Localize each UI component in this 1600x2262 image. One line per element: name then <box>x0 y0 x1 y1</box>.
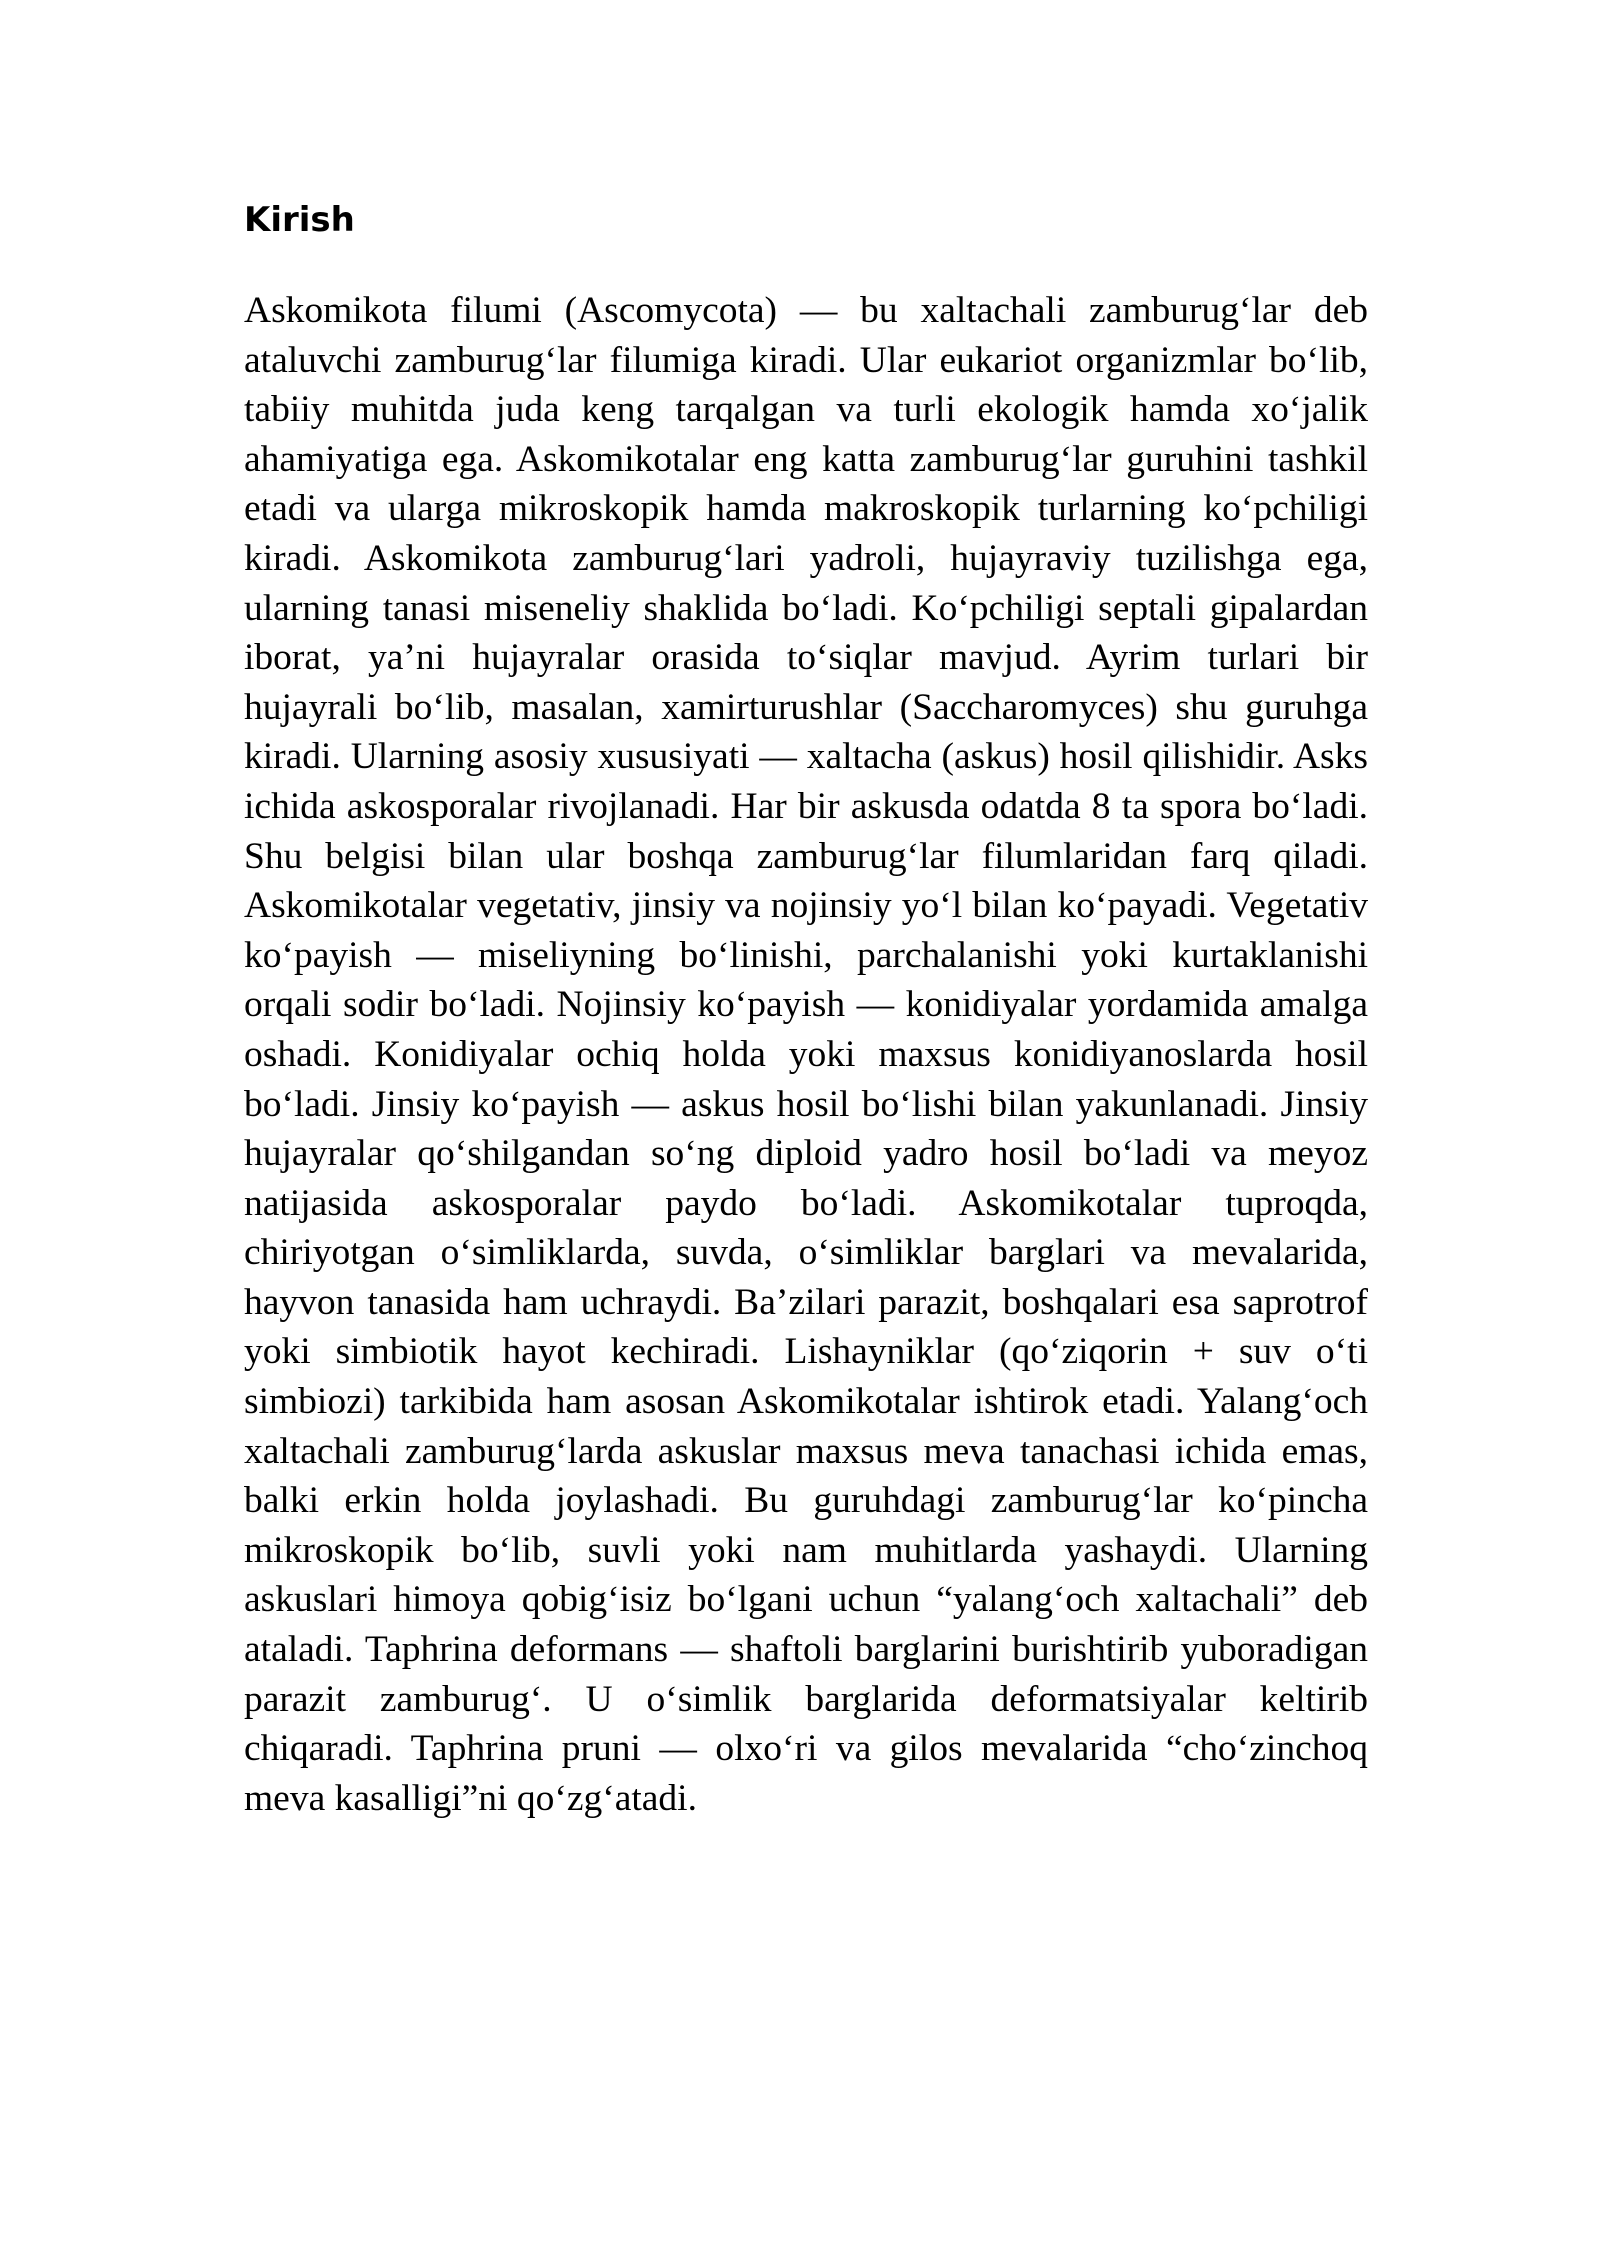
body-paragraph: Askomikota filumi (Ascomycota) — bu xaltachali zamburug‘lar deb ataluvchi zamburug‘lar filumiga kiradi. Ular eukariot organizmlar bo‘lib, tabiiy muhitda juda keng tarqalgan va turli ekologik hamda xo‘jalik ahamiyatiga ega. Askomikotalar eng katta zamburug‘lar guruhini tashkil etadi va ularga mikroskopik hamda makroskopik turlarning ko‘pchiligi kiradi. Askomikota zamburug‘lari yadroli, hujayraviy tuzilishga ega, ularning tanasi miseneliy shaklida bo‘ladi. Ko‘pchiligi septali gipalardan iborat, ya’ni hujayralar orasida to‘siqlar mavjud. Ayrim turlari bir hujayrali bo‘lib, masalan, xamirturushlar (Saccharomyces) shu guruhga kiradi. Ularning asosiy xususiyati — xaltacha (askus) hosil qilishidir. Asks ichida askosporalar rivojlanadi. Har bir askusda odatda 8 ta spora bo‘ladi. Shu belgisi bilan ular boshqa zamburug‘lar filumlaridan farq qiladi. Askomikotalar vegetativ, jinsiy va nojinsiy yo‘l bilan ko‘payadi. Vegetativ ko‘payish — miseliyning bo‘linishi, parchalanishi yoki kurtaklanishi orqali sodir bo‘ladi. Nojinsiy ko‘payish — konidiyalar yordamida amalga oshadi. Konidiyalar ochiq holda yoki maxsus konidiyanoslarda hosil bo‘ladi. Jinsiy ko‘payish — askus hosil bo‘lishi bilan yakunlanadi. Jinsiy hujayralar qo‘shilgandan so‘ng diploid yadro hosil bo‘ladi va meyoz natijasida askosporalar paydo bo‘ladi. Askomikotalar tuproqda, chiriyotgan o‘simliklarda, suvda, o‘simliklar barglari va mevalarida, hayvon tanasida ham uchraydi. Ba’zilari parazit, boshqalari esa saprotrof yoki simbiotik hayot kechiradi. Lishayniklar (qo‘ziqorin + suv o‘ti simbiozi) tarkibida ham asosan Askomikotalar ishtirok etadi. Yalang‘och xaltachali zamburug‘larda askuslar maxsus meva tanachasi ichida emas, balki erkin holda joylashadi. Bu guruhdagi zamburug‘lar ko‘pincha mikroskopik bo‘lib, suvli yoki nam muhitlarda yashaydi. Ularning askuslari himoya qobig‘isiz bo‘lgani uchun “yalang‘och xaltachali” deb ataladi. Taphrina deformans — shaftoli barglarini burishtirib yuboradigan parazit zamburug‘. U o‘simlik barglarida deformatsiyalar keltirib chiqaradi. Taphrina pruni — olxo‘ri va gilos mevalarida “cho‘zinchoq meva kasalligi”ni qo‘zg‘atadi. <box>244 290 1368 1819</box>
section-heading: Kirish <box>244 200 355 240</box>
